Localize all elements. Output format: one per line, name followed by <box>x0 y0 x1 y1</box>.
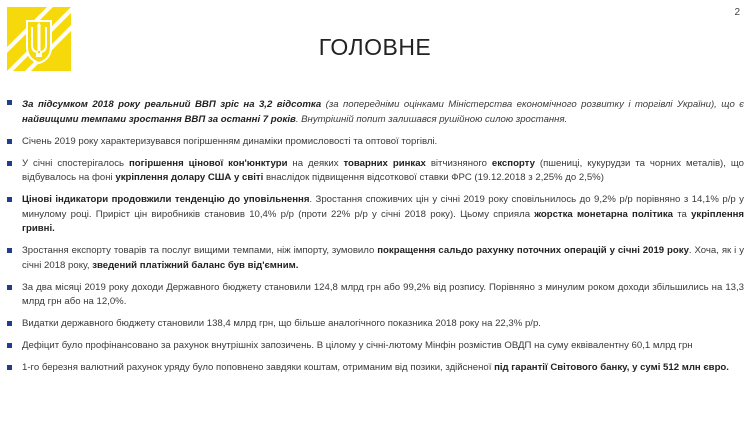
bullet-list <box>4 98 744 383</box>
bullet-marker <box>7 285 12 290</box>
page-title: ГОЛОВНЕ <box>318 34 432 60</box>
list-item: 1-го березня валютний рахунок уряду було поповнено завдяки коштам, отриманим від позики, здійсненої під гарантії Світового банку, у сумі 512 млн євро. <box>4 361 744 376</box>
bullet-marker <box>7 161 12 166</box>
list-item: Січень 2019 року характеризувався погіршенням динаміки промисловості та оптової торгівлі. <box>4 135 744 150</box>
bullet-marker <box>7 343 12 348</box>
list-item: Видатки державного бюджету становили 138,4 млрд грн, що більше аналогічного показника 2018 року на 22,3% р/р. <box>4 317 744 332</box>
page-number: 2 <box>734 7 740 18</box>
bullet-marker <box>7 248 12 253</box>
list-item: Дефіцит було профінансовано за рахунок внутрішніх запозичень. В цілому у січні-лютому Мінфін розмістив ОВДП на суму еквівалентну 60,1 млрд грн <box>4 339 744 354</box>
list-item: У січні спостерігалось погіршення цінової кон'юнктури на деяких товарних ринках вітчизняного експорту (пшениці, кукурудзи та чорних металів), що відбувалось на фоні укріплення долару США у світі внаслідок підвищення відсоткової ставки ФРС (19.12.2018 з 2,25% до 2,5%) <box>4 157 744 186</box>
bullet-marker <box>7 100 12 105</box>
bullet-marker <box>7 321 12 326</box>
bullet-marker <box>7 197 12 202</box>
list-item: Цінові індикатори продовжили тенденцію до уповільнення. Зростання споживчих цін у січні 2019 року сповільнилось до 9,2% р/р порівняно з 14,1% р/р у минулому році. Приріст цін виробників становив 10,4% р/р (проти 22% р/р у січні 2018 року). Цьому сприяла жорстка монетарна політика та укріплення гривні. <box>4 193 744 237</box>
bullet-marker <box>7 365 12 370</box>
list-item: За два місяці 2019 року доходи Державного бюджету становили 124,8 млрд грн або 99,2% від розпису. Порівняно з минулим роком доходи збільшились на 13,3 млрд грн або на 12,0%. <box>4 281 744 310</box>
list-item: Зростання експорту товарів та послуг вищими темпами, ніж імпорту, зумовило покращення сальдо рахунку поточних операцій у січні 2019 року. Хоча, як і у січні 2018 року, зведений платіжний баланс був від'ємним. <box>4 244 744 273</box>
bullet-marker <box>7 139 12 144</box>
list-item: За підсумком 2018 року реальний ВВП зріс на 3,2 відсотка (за попередніми оцінками Міністерства економічного розвитку і торгівлі України), що є найвищими темпами зростання ВВП за останні 7 років. Внутрішній попит залишався рушійною силою зростання. <box>4 98 744 127</box>
